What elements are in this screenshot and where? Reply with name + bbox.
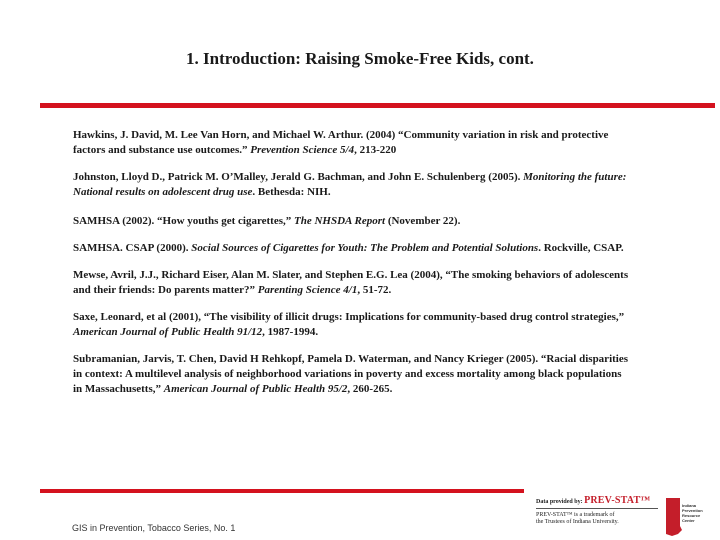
reference-text: Subramanian, Jarvis, T. Chen, David H Rehkopf, Pamela D. Waterman, and Nancy Krieger (2005). “Racial disparities in context: A multilevel analysis of neighborhood variations in poverty and excess mortality among black populations in Massachusetts,” xyxy=(73,353,629,395)
reference-item xyxy=(73,128,633,158)
reference-source: Parenting Science 4/1 xyxy=(257,284,358,296)
reference-item xyxy=(73,310,633,340)
reference-item xyxy=(73,241,633,256)
reference-item xyxy=(73,352,633,397)
trademark-line-2: the Trustees of Indiana University. xyxy=(536,519,619,525)
reference-tail: , 51-72. xyxy=(357,284,392,296)
bottom-divider xyxy=(40,489,524,493)
reference-text: SAMHSA. CSAP (2000). xyxy=(73,242,192,254)
reference-text: Saxe, Leonard, et al (2001), “The visibility of illicit drugs: Implications for community-based drug control strategies,” xyxy=(73,311,625,323)
reference-text: Hawkins, J. David, M. Lee Van Horn, and Michael W. Arthur. (2004) “Community variation in risk and protective factors and substance use outcomes.” xyxy=(73,129,609,156)
credit-divider xyxy=(536,508,658,509)
logo-line: Resource xyxy=(682,513,701,518)
slide-title: 1. Introduction: Raising Smoke-Free Kids, cont. xyxy=(186,49,534,68)
reference-source: The NHSDA Report xyxy=(294,215,386,227)
credit-line xyxy=(536,497,662,506)
reference-text: SAMHSA (2002). “How youths get cigarettes,” xyxy=(73,215,294,227)
reference-list xyxy=(73,128,633,409)
data-provided-label: Data provided by: xyxy=(536,499,583,505)
reference-tail: . Rockville, CSAP. xyxy=(538,242,624,254)
reference-tail: (November 22). xyxy=(385,215,461,227)
reference-tail: . Bethesda: NIH. xyxy=(252,186,331,198)
reference-source: Prevention Science 5/4 xyxy=(250,144,355,156)
reference-source: American Journal of Public Health 95/2 xyxy=(163,383,348,395)
prevstat-brand: PREV-STAT™ xyxy=(584,495,651,506)
reference-source: Social Sources of Cigarettes for Youth: The Problem and Potential Solutions xyxy=(191,242,539,254)
reference-item xyxy=(73,268,633,298)
logo-line: Indiana xyxy=(682,503,697,508)
data-credit xyxy=(536,497,662,526)
series-footer: GIS in Prevention, Tobacco Series, No. 1 xyxy=(72,523,236,533)
reference-source: Monitoring the future: National results on adolescent drug use xyxy=(73,171,627,198)
reference-tail: , 1987-1994. xyxy=(262,326,319,338)
reference-source: American Journal of Public Health 91/12 xyxy=(73,326,263,338)
logo-line: Center xyxy=(682,518,695,523)
reference-item xyxy=(73,214,633,229)
reference-text: Johnston, Lloyd D., Patrick M. O’Malley, Jerald G. Bachman, and John E. Schulenberg (2005). xyxy=(73,171,524,183)
logo-line: Prevention xyxy=(682,508,703,513)
reference-text: Mewse, Avril, J.J., Richard Eiser, Alan M. Slater, and Stephen E.G. Lea (2004), “The smoking behaviors of adolescents and their friends: Do parents matter?” xyxy=(73,269,629,296)
reference-item xyxy=(73,170,633,200)
logo-text xyxy=(682,503,714,523)
top-divider xyxy=(40,103,715,108)
reference-tail: , 260-265. xyxy=(347,383,393,395)
reference-tail: , 213-220 xyxy=(354,144,397,156)
trademark-line-1: PREV-STAT™ is a trademark of xyxy=(536,512,615,518)
